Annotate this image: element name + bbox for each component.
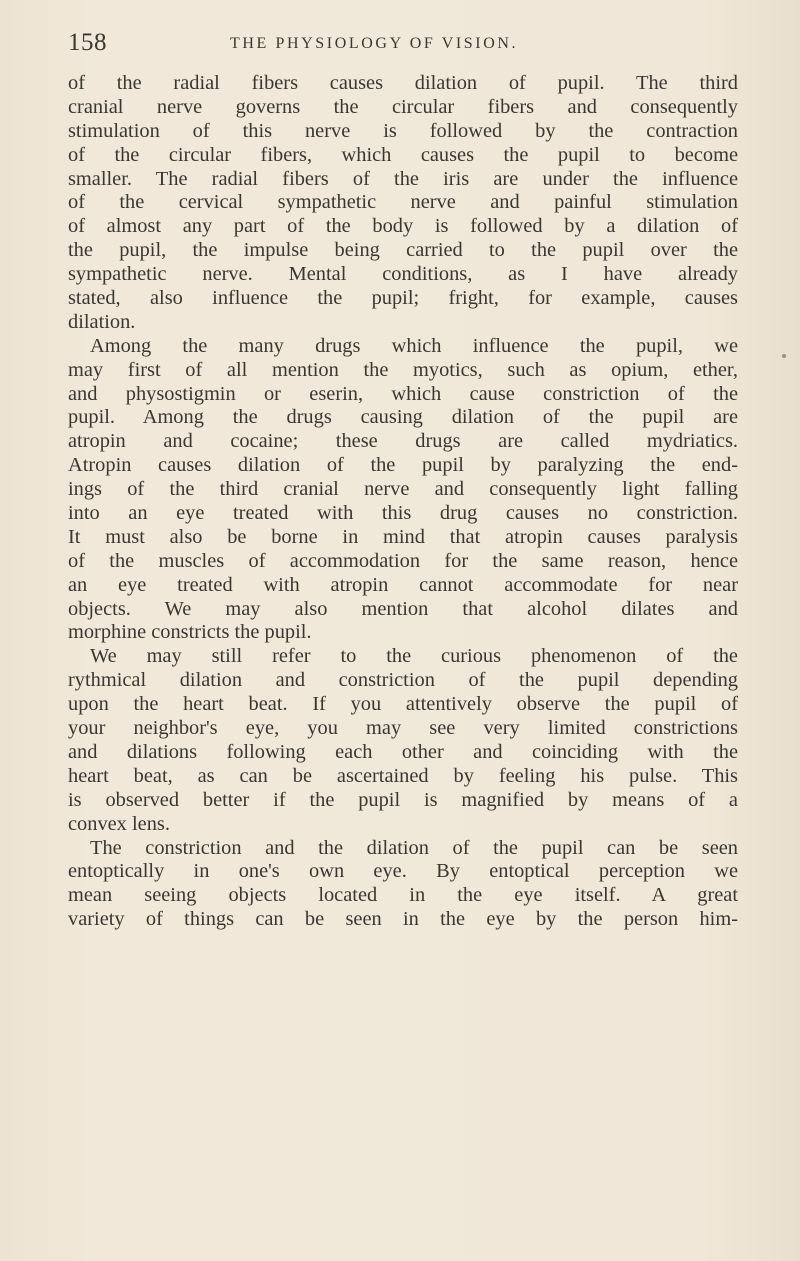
text-line: is observed better if the pupil is magnified by means of a xyxy=(68,788,738,811)
text-line: Atropin causes dilation of the pupil by paralyzing the end- xyxy=(68,454,738,477)
text-line: may first of all mention the myotics, such as opium, ether, xyxy=(68,358,738,381)
text-line: of the cervical sympathetic nerve and painful stimulation xyxy=(68,191,738,214)
text-line: atropin and cocaine; these drugs are called mydriatics. xyxy=(68,430,738,453)
text-line: into an eye treated with this drug causes no constriction. xyxy=(68,502,738,525)
text-line: stimulation of this nerve is followed by the contraction xyxy=(68,119,738,142)
text-line: rythmical dilation and constriction of the pupil depending xyxy=(68,669,738,692)
text-line: objects. We may also mention that alcohol dilates and xyxy=(68,597,738,620)
paragraph-start-line: We may still refer to the curious phenomenon of the xyxy=(90,645,738,668)
text-line: It must also be borne in mind that atropin causes paralysis xyxy=(68,525,738,548)
text-line: of almost any part of the body is followed by a dilation of xyxy=(68,215,738,238)
text-line: an eye treated with atropin cannot accommodate for near xyxy=(68,573,738,596)
text-line: cranial nerve governs the circular fibers and consequently xyxy=(68,95,738,118)
text-line: dilation. xyxy=(68,310,136,333)
text-line: and physostigmin or eserin, which cause constriction of the xyxy=(68,382,738,405)
paragraph-start-line: The constriction and the dilation of the pupil can be seen xyxy=(90,836,738,859)
text-line: and dilations following each other and coinciding with the xyxy=(68,740,738,763)
text-line: ings of the third cranial nerve and consequently light falling xyxy=(68,478,738,501)
text-line: of the radial fibers causes dilation of pupil. The third xyxy=(68,72,738,94)
page-header xyxy=(68,28,738,58)
text-line: upon the heart beat. If you attentively observe the pupil of xyxy=(68,693,738,716)
text-line: morphine constricts the pupil. xyxy=(68,621,312,644)
text-line: mean seeing objects located in the eye itself. A great xyxy=(68,884,738,907)
text-line: heart beat, as can be ascertained by feeling his pulse. This xyxy=(68,764,738,787)
text-line: of the muscles of accommodation for the same reason, hence xyxy=(68,549,738,572)
text-line: of the circular fibers, which causes the pupil to become xyxy=(68,143,738,166)
running-head: THE PHYSIOLOGY OF VISION. xyxy=(230,35,519,52)
page-number: 158 xyxy=(68,29,107,56)
body-text xyxy=(68,72,738,932)
text-line: smaller. The radial fibers of the iris are under the influence xyxy=(68,167,738,190)
text-line: stated, also influence the pupil; fright, for example, causes xyxy=(68,287,738,310)
paragraph-start-line: Among the many drugs which influence the pupil, we xyxy=(90,334,738,357)
text-line: sympathetic nerve. Mental conditions, as I have already xyxy=(68,263,738,286)
text-line: entoptically in one's own eye. By entoptical perception we xyxy=(68,860,738,883)
text-line: variety of things can be seen in the eye by the person him- xyxy=(68,908,738,931)
text-line: the pupil, the impulse being carried to the pupil over the xyxy=(68,239,738,262)
text-line: pupil. Among the drugs causing dilation of the pupil are xyxy=(68,406,738,429)
margin-speck xyxy=(782,354,786,358)
text-line: your neighbor's eye, you may see very limited constrictions xyxy=(68,717,738,740)
text-line: convex lens. xyxy=(68,812,170,835)
